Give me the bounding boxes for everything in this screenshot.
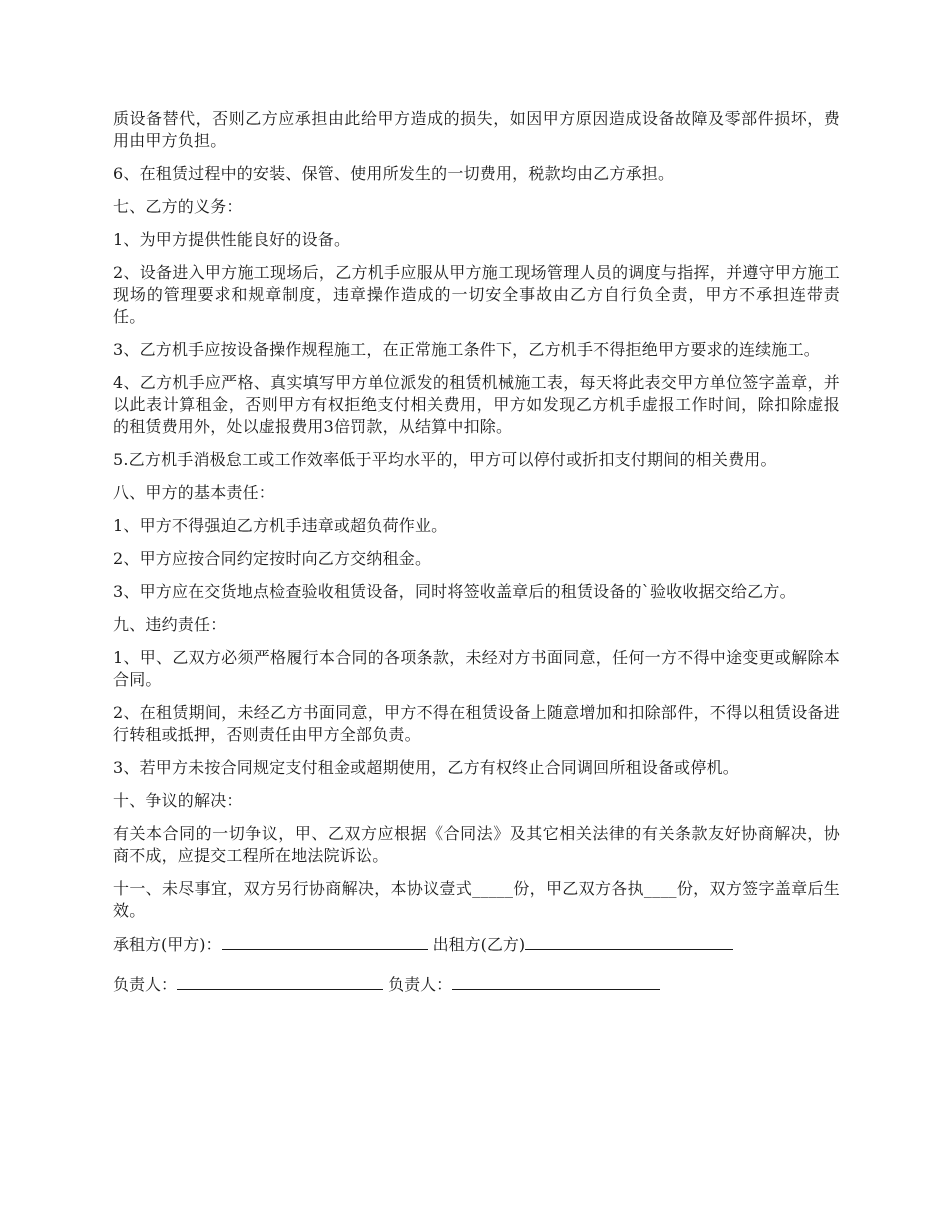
lessee-label: 承租方(甲方)： [113, 935, 222, 954]
paragraph: 5.乙方机手消极怠工或工作效率低于平均水平的，甲方可以停付或折扣支付期间的相关费用。 [113, 450, 777, 469]
paragraph: 2、设备进入甲方施工现场后，乙方机手应服从甲方施工现场管理人员的调度与指挥，并遵守甲方施工现场的管理要求和规章制度，违章操作造成的一切安全事故由乙方自行负全责，甲方不承担连带责任。 [113, 263, 840, 326]
paragraph: 1、为甲方提供性能良好的设备。 [113, 230, 351, 249]
paragraph: 3、乙方机手应按设备操作规程施工，在正常施工条件下，乙方机手不得拒绝甲方要求的连续施工。 [113, 340, 820, 359]
paragraph: 1、甲、乙双方必须严格履行本合同的各项条款，未经对方书面同意，任何一方不得中途变更或解除本合同。 [113, 648, 840, 689]
paragraph: 4、乙方机手应严格、真实填写甲方单位派发的租赁机械施工表，每天将此表交甲方单位签字盖章，并以此表计算租金，否则甲方有权拒绝支付相关费用，甲方如发现乙方机手虚报工作时间，除扣除虚报的租赁费用外，处以虚报费用3倍罚款，从结算中扣除。 [113, 373, 840, 436]
section-heading: 九、违约责任： [113, 615, 227, 634]
paragraph: 1、甲方不得强迫乙方机手违章或超负荷作业。 [113, 516, 448, 535]
paragraph: 3、甲方应在交货地点检查验收租赁设备，同时将签收盖章后的租赁设备的`验收收据交给乙方。 [113, 582, 796, 601]
lessor-signature-blank [525, 933, 733, 950]
lessee-signature-blank [222, 933, 428, 950]
paragraph: 2、在租赁期间，未经乙方书面同意，甲方不得在租赁设备上随意增加和扣除部件，不得以租赁设备进行转租或抵押，否则责任由甲方全部负责。 [113, 703, 840, 744]
paragraph: 6、在租赁过程中的安装、保管、使用所发生的一切费用，税款均由乙方承担。 [113, 164, 675, 183]
paragraph: 质设备替代，否则乙方应承担由此给甲方造成的损失，如因甲方原因造成设备故障及零部件损坏，费用由甲方负担。 [113, 109, 840, 150]
section-heading: 七、乙方的义务： [113, 197, 243, 216]
paragraph: 有关本合同的一切争议，甲、乙双方应根据《合同法》及其它相关法律的有关条款友好协商解决，协商不成，应提交工程所在地法院诉讼。 [113, 824, 840, 865]
principal-label-a: 负责人： [113, 975, 178, 994]
signature-line-principals [113, 973, 840, 996]
principal-a-signature-blank [177, 973, 383, 990]
principal-label-b: 负责人： [388, 975, 453, 994]
paragraph: 2、甲方应按合同约定按时向乙方交纳租金。 [113, 549, 432, 568]
paragraph: 3、若甲方未按合同规定支付租金或超期使用，乙方有权终止合同调回所租设备或停机。 [113, 758, 739, 777]
paragraph: 十一、未尽事宜，双方另行协商解决，本协议壹式_____份，甲乙双方各执____份，双方签字盖章后生效。 [113, 879, 840, 920]
lessor-label: 出租方(乙方) [432, 935, 526, 954]
signature-line-parties [113, 933, 840, 956]
section-heading: 十、争议的解决： [113, 791, 243, 810]
principal-b-signature-blank [452, 973, 660, 990]
contract-body [113, 108, 840, 1013]
section-heading: 八、甲方的基本责任： [113, 483, 276, 502]
